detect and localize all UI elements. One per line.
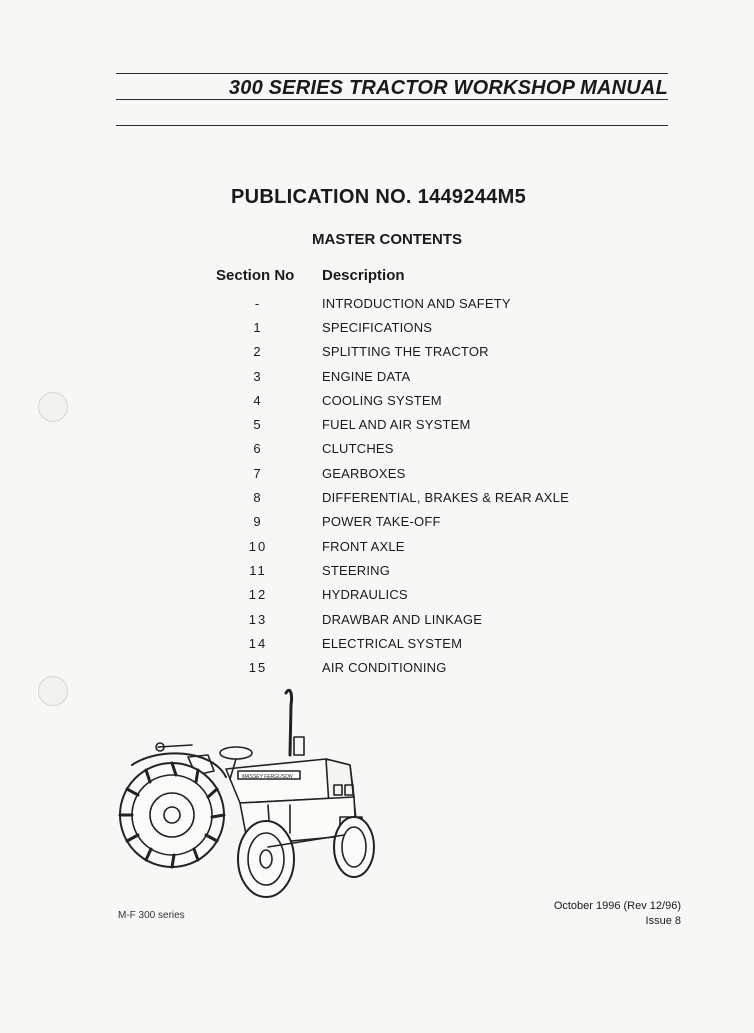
section-description: INTRODUCTION AND SAFETY [322, 295, 511, 311]
section-description: CLUTCHES [322, 441, 394, 457]
section-description: SPECIFICATIONS [322, 319, 433, 335]
section-number: 7 [253, 465, 263, 481]
tractor-illustration [118, 685, 388, 905]
contents-row [200, 558, 620, 582]
header-rule-middle [116, 99, 668, 100]
punch-hole-upper [38, 392, 68, 422]
section-description: ELECTRICAL SYSTEM [322, 635, 463, 651]
hood-brand-text: MASSEY FERGUSON [242, 774, 293, 780]
contents-row [200, 510, 620, 534]
contents-row [200, 412, 620, 436]
contents-row [200, 631, 620, 655]
issue-number: Issue 8 [645, 915, 681, 927]
section-number: 3 [253, 368, 263, 384]
contents-row [200, 364, 620, 388]
section-no-header: Section No [216, 267, 295, 284]
section-description: STEERING [322, 562, 391, 578]
illustration-caption: M-F 300 series [118, 910, 185, 921]
punch-hole-lower [38, 676, 68, 706]
section-number: 2 [253, 344, 263, 360]
section-description: DRAWBAR AND LINKAGE [322, 611, 483, 627]
contents-row [200, 607, 620, 631]
section-number: 10 [248, 538, 268, 554]
section-number: 4 [253, 392, 263, 408]
contents-row [200, 340, 620, 364]
section-description: HYDRAULICS [322, 587, 408, 603]
publication-number: PUBLICATION NO. 1449244M5 [231, 186, 526, 208]
header-rule-top [116, 73, 668, 74]
section-number: - [254, 295, 262, 311]
section-number: 15 [248, 660, 268, 676]
contents-row [200, 437, 620, 461]
section-number: 6 [253, 441, 263, 457]
front-wheel-near [238, 821, 294, 897]
section-number: 5 [253, 417, 263, 433]
contents-row [200, 461, 620, 485]
manual-title: 300 SERIES TRACTOR WORKSHOP MANUAL [228, 77, 668, 99]
contents-row [200, 655, 620, 679]
contents-row [200, 534, 620, 558]
section-number: 13 [248, 611, 268, 627]
contents-row [200, 485, 620, 509]
contents-list [200, 291, 620, 680]
contents-row [200, 291, 620, 315]
front-wheel-far [334, 817, 374, 877]
description-header: Description [322, 267, 405, 284]
contents-row [200, 315, 620, 339]
section-description: SPLITTING THE TRACTOR [322, 344, 489, 360]
master-contents-title: MASTER CONTENTS [312, 231, 462, 248]
header-rule-bottom [116, 125, 668, 126]
section-description: FUEL AND AIR SYSTEM [322, 417, 471, 433]
rear-wheel [120, 763, 224, 867]
section-number: 8 [253, 490, 263, 506]
contents-row [200, 583, 620, 607]
section-description: ENGINE DATA [322, 368, 411, 384]
section-number: 14 [248, 635, 268, 651]
section-description: DIFFERENTIAL, BRAKES & REAR AXLE [322, 490, 569, 506]
contents-row [200, 388, 620, 412]
section-number: 12 [248, 587, 268, 603]
section-number: 9 [253, 514, 263, 530]
section-description: POWER TAKE-OFF [322, 514, 441, 530]
section-number: 11 [249, 562, 267, 578]
section-number: 1 [253, 319, 263, 335]
section-description: AIR CONDITIONING [322, 660, 447, 676]
revision-date: October 1996 (Rev 12/96) [553, 900, 681, 912]
section-description: GEARBOXES [322, 465, 406, 481]
section-description: FRONT AXLE [322, 538, 405, 554]
section-description: COOLING SYSTEM [322, 392, 442, 408]
